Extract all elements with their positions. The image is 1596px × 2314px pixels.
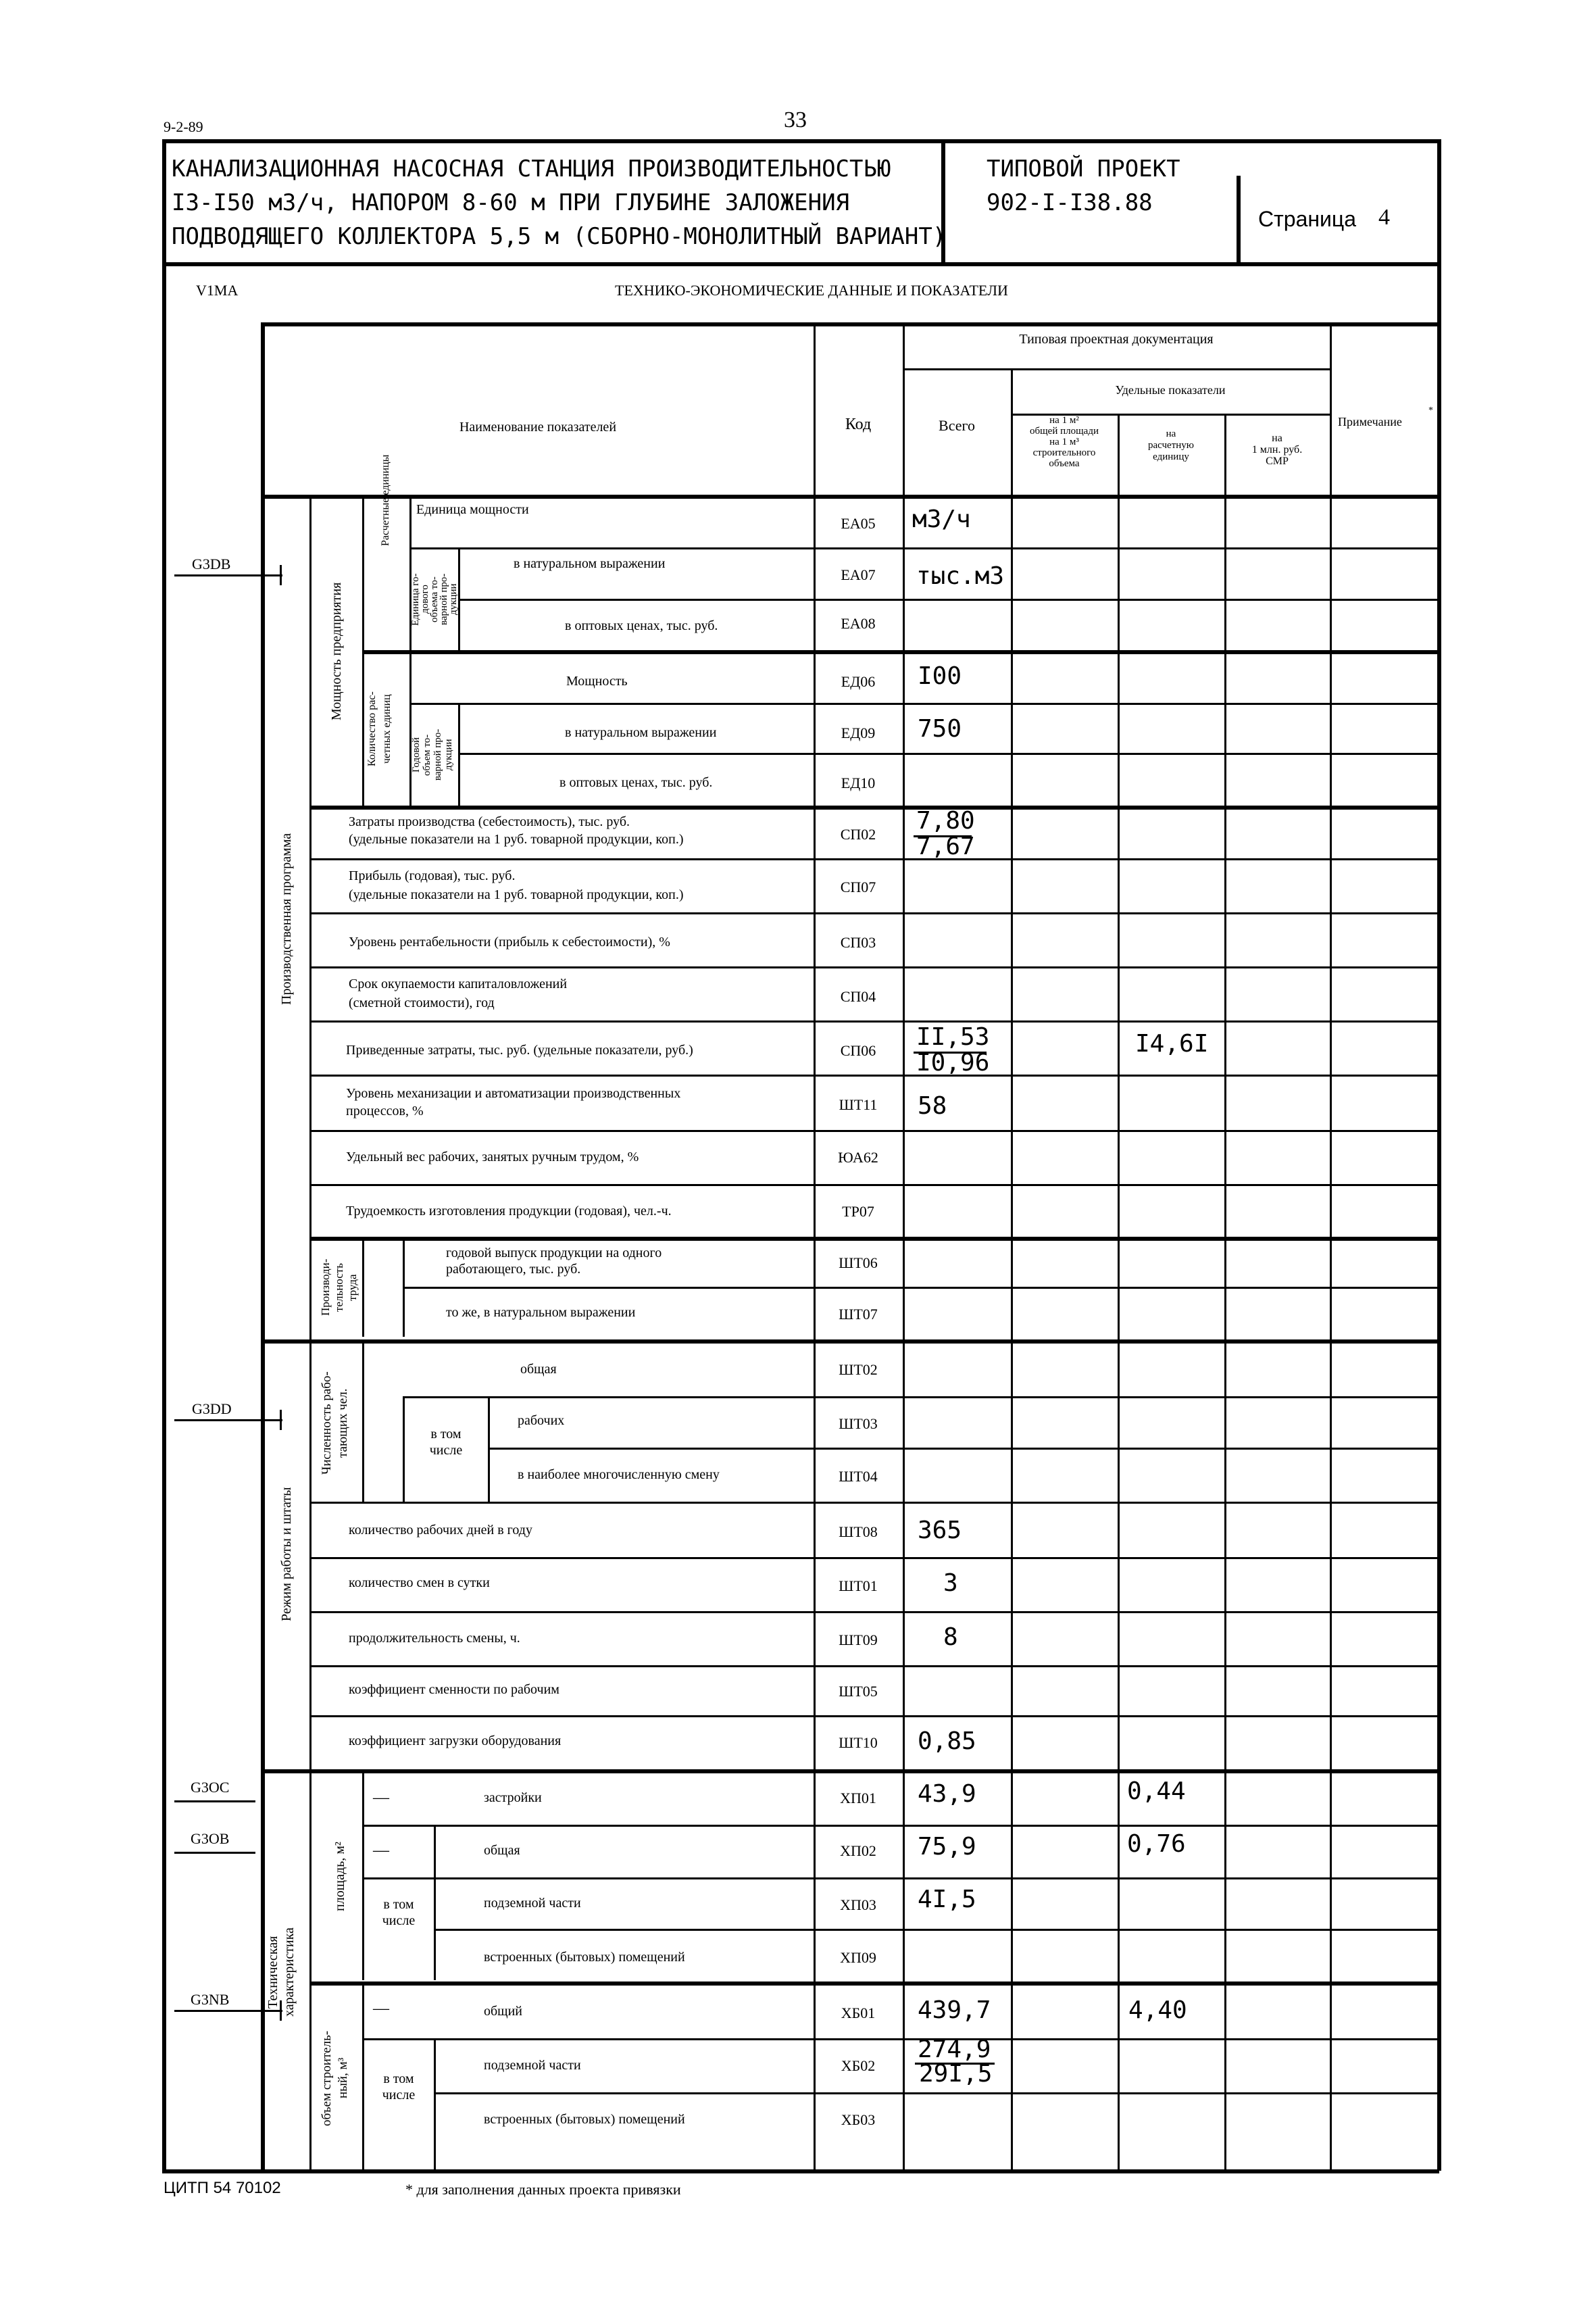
row-total: 750	[918, 715, 962, 743]
row-total: 0,85	[918, 1727, 976, 1755]
row-total: м3/ч	[912, 506, 971, 533]
row-code: ШТ10	[839, 1734, 878, 1751]
vlabel-staff: Численность рабо- тающих чел.	[320, 1371, 350, 1475]
row-label: встроенных (бытовых) помещений	[484, 2112, 685, 2127]
header-specific: Удельные показатели	[1115, 383, 1226, 397]
row-label: общий	[484, 2004, 522, 2019]
row-label: в оптовых ценах, тыс. руб.	[559, 775, 713, 790]
row-label-1: годовой выпуск продукции на одного	[446, 1246, 662, 1260]
row-total-numerator: 7,80	[916, 807, 975, 835]
row-per-unit: 0,44	[1127, 1777, 1186, 1805]
header-doc: Типовая проектная документация	[1019, 332, 1214, 347]
row-code: ХБ01	[841, 2004, 876, 2021]
row-code: ХП09	[840, 1949, 876, 1966]
side-label-g3dd: G3DD	[192, 1400, 232, 1417]
row-label-1: Срок окупаемости капиталовложений	[349, 977, 568, 991]
row-label-2: (сметной стоимости), год	[349, 995, 495, 1010]
project-number: 902-I-I38.88	[987, 189, 1153, 216]
row-label: общая	[520, 1362, 557, 1377]
row-label-2: (удельные показатели на 1 руб. товарной продукции, коп.)	[349, 887, 684, 902]
row-code: ЕА05	[841, 515, 876, 532]
row-code: СП02	[840, 826, 876, 843]
row-total: 439,7	[918, 1996, 991, 2024]
row-code: ЕД10	[841, 774, 876, 791]
header-code: Код	[845, 416, 872, 433]
row-total: 43,9	[918, 1780, 976, 1808]
row-code: ХБ03	[841, 2111, 876, 2128]
header-note: Примечание	[1338, 415, 1402, 428]
row-code: ЕД09	[841, 724, 876, 741]
row-label: в оптовых ценах, тыс. руб.	[565, 618, 718, 633]
row-per-unit: 4,40	[1128, 1996, 1187, 2024]
page-number: 33	[784, 107, 807, 132]
vlabel-labor-prod: Производи- тельность труда	[319, 1258, 359, 1316]
row-label: встроенных (бытовых) помещений	[484, 1950, 685, 1965]
row-label: Приведенные затраты, тыс. руб. (удельные показатели, руб.)	[346, 1043, 693, 1058]
vlabel-count-units: Количество рас- четных единиц	[366, 691, 393, 767]
vlabel-calc-units: Расчетные единицы	[380, 454, 391, 546]
header-name: Наименование показателей	[459, 420, 617, 435]
row-code: ХП03	[840, 1896, 876, 1913]
row-label: застройки	[484, 1790, 542, 1805]
row-total: 4I,5	[918, 1886, 976, 1913]
row-label: продолжительность смены, ч.	[349, 1631, 520, 1646]
side-label-g3nb: G3NB	[191, 1991, 230, 2008]
side-label-g3ob: G3OB	[191, 1830, 230, 1847]
row-total-denominator: 29I,5	[919, 2060, 993, 2088]
row-label: в натуральном выражении	[565, 725, 717, 740]
row-code: ХБ02	[841, 2057, 876, 2074]
vlabel-mode: Режим работы и штаты	[279, 1487, 294, 1622]
row-code: ШТ06	[839, 1254, 878, 1271]
side-label-g3db: G3DB	[192, 556, 231, 572]
row-code: ТР07	[842, 1203, 874, 1220]
row-label-1: Затраты производства (себестоимость), тыс. руб.	[349, 814, 630, 829]
row-total-numerator: II,53	[916, 1023, 990, 1051]
row-label: количество смен в сутки	[349, 1575, 490, 1590]
footer-stamp: ЦИТП 54 70102	[164, 2179, 281, 2197]
row-code: ЕА07	[841, 566, 876, 583]
row-dash: —	[373, 2000, 389, 2017]
row-label: коэффициент сменности по рабочим	[349, 1682, 559, 1697]
side-label-g3oc: G3OC	[191, 1779, 230, 1796]
title-line2: I3-I50 м3/ч, НАПОРОМ 8-60 м ПРИ ГЛУБИНЕ ЗАЛОЖЕНИЯ	[172, 189, 850, 216]
row-label: Трудоемкость изготовления продукции (годовая), чел.-ч.	[346, 1204, 672, 1218]
vlabel-power: Мощность предприятия	[329, 582, 344, 721]
vlabel-annual-vol: Годовой объем то- варной про- дукции	[411, 729, 454, 781]
footer-note: * для заполнения данных проекта привязки	[405, 2181, 681, 2198]
title-line1: КАНАЛИЗАЦИОННАЯ НАСОСНАЯ СТАНЦИЯ ПРОИЗВОДИТЕЛЬНОСТЬЮ	[172, 155, 891, 182]
title-line3: ПОДВОДЯЩЕГО КОЛЛЕКТОРА 5,5 м (СБОРНО-МОНОЛИТНЫЙ ВАРИАНТ)	[172, 223, 947, 250]
header-per-smr: на 1 млн. руб. СМР	[1251, 433, 1303, 467]
vlabel-unit-annual: Единица го- дового объема то- варной про- дукции	[410, 573, 459, 626]
row-code: СП07	[840, 879, 876, 895]
row-code: ХП01	[840, 1790, 876, 1806]
row-total: тыс.м3	[916, 562, 1005, 590]
vlabel-tech: Техническая характеристика	[266, 1927, 297, 2017]
row-label-1: Прибыль (годовая), тыс. руб.	[349, 868, 516, 883]
row-code: ЕА08	[841, 615, 876, 632]
row-total: 75,9	[918, 1833, 976, 1861]
row-total: I00	[918, 662, 962, 690]
section-code: V1MA	[196, 282, 239, 299]
row-label: общая	[484, 1843, 520, 1858]
header-note-star: *	[1428, 405, 1433, 416]
doc-code: 9-2-89	[164, 118, 203, 135]
row-label-2: процессов, %	[346, 1104, 424, 1118]
row-code: ШТ09	[839, 1631, 878, 1648]
row-code: ЮА62	[838, 1149, 878, 1166]
row-dash: —	[373, 1789, 389, 1806]
row-total-numerator: 274,9	[918, 2036, 991, 2063]
header-total: Всего	[939, 417, 975, 434]
row-total: 8	[943, 1623, 958, 1651]
row-total: 58	[918, 1092, 947, 1120]
row-code: СП06	[840, 1042, 876, 1059]
row-label: рабочих	[518, 1413, 565, 1428]
row-total-denominator: 7,67	[916, 833, 975, 860]
row-code: СП03	[840, 934, 876, 951]
vlabel-area: площадь, м²	[332, 1842, 347, 1912]
row-code: ШТ04	[839, 1468, 878, 1485]
row-code: ШТ05	[839, 1683, 878, 1700]
row-label: Мощность	[566, 674, 628, 689]
row-label-2: (удельные показатели на 1 руб. товарной продукции, коп.)	[349, 832, 684, 847]
row-total: 3	[943, 1569, 958, 1597]
row-label-2: работающего, тыс. руб.	[446, 1262, 581, 1277]
row-label: Единица мощности	[416, 502, 529, 517]
row-code: ЕД06	[841, 673, 876, 690]
row-code: ХП02	[840, 1842, 876, 1859]
row-total-denominator: I0,96	[916, 1049, 990, 1077]
row-label: Уровень рентабельности (прибыль к себестоимости), %	[349, 935, 670, 950]
in-total-label: в том числе	[382, 2071, 416, 2102]
row-dash: —	[373, 1842, 389, 1859]
row-label: подземной части	[484, 1896, 581, 1911]
row-code: ШТ11	[839, 1096, 878, 1113]
page-value: 4	[1378, 205, 1390, 230]
row-label: количество рабочих дней в году	[349, 1523, 532, 1537]
row-code: ШТ02	[839, 1361, 878, 1378]
page-label: Страница	[1258, 207, 1357, 231]
row-label: то же, в натуральном выражении	[446, 1305, 636, 1320]
header-per-m2: на 1 м² общей площади на 1 м³ строительного объема	[1030, 415, 1099, 469]
header-per-unit: на расчетную единицу	[1147, 428, 1194, 462]
row-code: ШТ01	[839, 1577, 878, 1594]
row-code: ШТ03	[839, 1415, 878, 1432]
row-label: коэффициент загрузки оборудования	[349, 1733, 562, 1748]
row-code: СП04	[840, 988, 876, 1005]
row-code: ШТ07	[839, 1306, 878, 1323]
row-total: 365	[918, 1517, 962, 1544]
in-total-label: в том числе	[429, 1427, 463, 1458]
vlabel-prod-program: Производственная программа	[279, 833, 294, 1006]
row-label: Удельный вес рабочих, занятых ручным трудом, %	[346, 1150, 639, 1164]
section-title: ТЕХНИКО-ЭКОНОМИЧЕСКИЕ ДАННЫЕ И ПОКАЗАТЕЛИ	[615, 282, 1008, 299]
row-label: подземной части	[484, 2058, 581, 2073]
project-label: ТИПОВОЙ ПРОЕКТ	[987, 155, 1180, 182]
row-label: в наиболее многочисленную смену	[518, 1467, 720, 1482]
row-label: в натуральном выражении	[514, 556, 666, 571]
in-total-label: в том числе	[382, 1897, 416, 1928]
row-code: ШТ08	[839, 1523, 878, 1540]
row-label-1: Уровень механизации и автоматизации производственных	[346, 1086, 681, 1101]
row-per-unit: I4,6I	[1135, 1030, 1209, 1058]
vlabel-volume: объем строитель- ный, м³	[320, 2030, 350, 2126]
row-per-unit: 0,76	[1127, 1830, 1186, 1858]
